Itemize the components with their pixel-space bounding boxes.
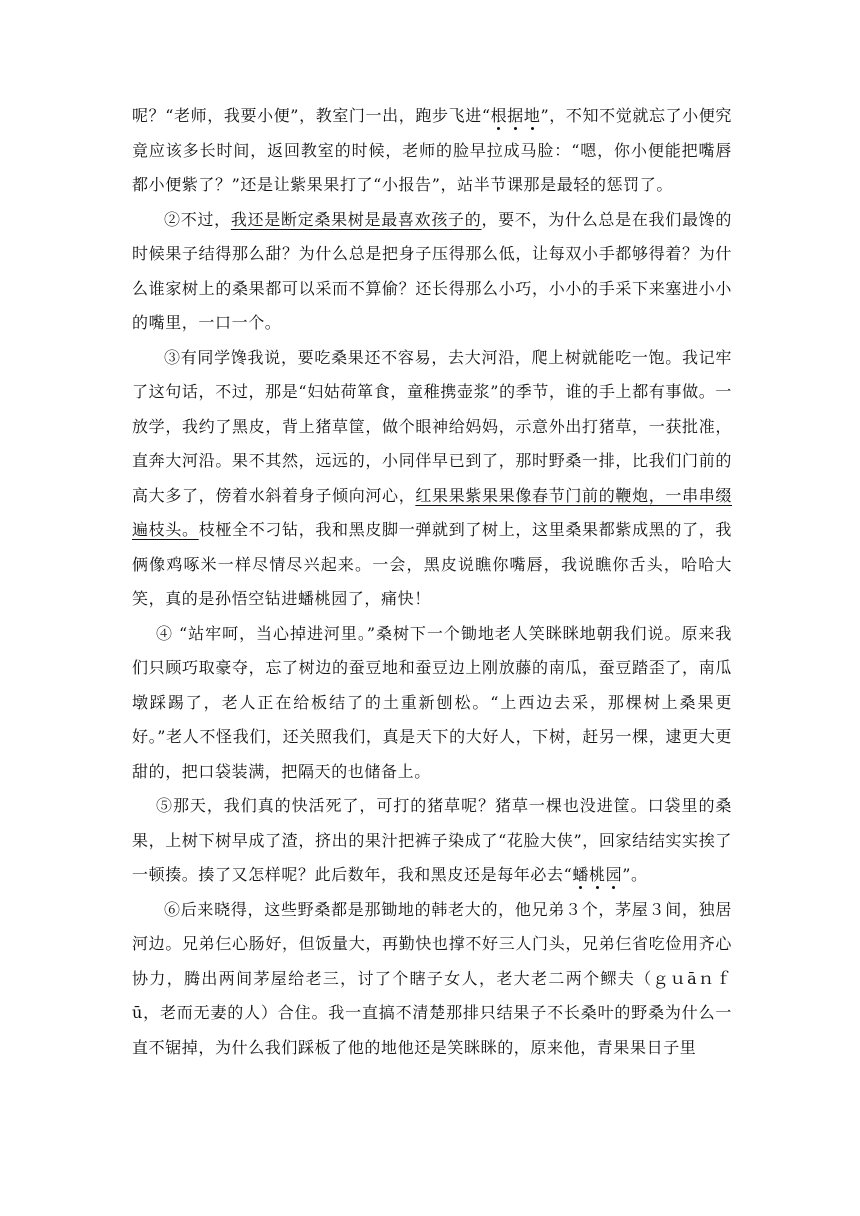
text-span: ④ “站牢呵，当心掉进河里。”桑树下一个锄地老人笑眯眯地朝我们说。原来我们只顾巧取豪夺，忘了树边的蚕豆地和蚕豆边上刚放藤的南瓜，蚕豆踏歪了，南瓜墩踩踢了，老人正在给板结了的土重新刨松。“上西边去采，那棵树上桑果更好。”老人不怪我们，还关照我们，真是天下的大好人，下树，赶另一棵，逮更大更甜的，把口袋装满，把隔天的也储备上。 [132, 623, 732, 781]
document-body [132, 99, 732, 1065]
underlined-sentence: 我还是断定桑果树是最喜欢孩子的 [230, 209, 482, 229]
emphasis-dot-char: 地 [523, 106, 541, 125]
paragraph-continued [132, 99, 732, 203]
text-span: ，要不，为什么总是在我们最馋的时候果子结得那么甜？为什么总是把身子压得那么低，让每双小手都够得着？为什么谁家树上的桑果都可以采而不算偷？还长得那么小巧，小小的手采下来塞进小小的嘴里，一口一个。 [132, 209, 732, 332]
emphasis-dot-char: 据 [507, 106, 524, 125]
text-span: ⑤那天，我们真的快活死了，可打的猪草呢？猪草一棵也没进筐。口袋里的桑果，上树下树早成了渣，挤出的果汁把裤子染成了“花脸大侠”，回家结结实实挨了一顿揍。揍了又怎样呢？此后数年，我和黑皮还是每年必去“ [132, 796, 732, 884]
emphasis-dot-char: 根 [490, 106, 508, 125]
paragraph-6 [132, 893, 732, 1066]
paragraph-3 [132, 341, 732, 617]
text-span: ②不过， [164, 209, 231, 229]
underlined-sentence: 红果果紫果果像春节门前的鞭炮，一串串缀遍枝头。 [132, 485, 733, 539]
paragraph-5 [132, 789, 732, 893]
text-span: ”。 [622, 865, 648, 884]
emphasis-dot-char: 桃 [589, 865, 606, 884]
text-span: ⑥后来晓得，这些野桑都是那锄地的韩老大的，他兄弟３个，茅屋３间，独居河边。兄弟仨心肠好，但饭量大，再勤快也撑不好三人门头，兄弟仨省吃俭用齐心协力，腾出两间茅屋给老三，讨了个瞎子女人，老大老二两个鳏夫（ｇｕāｎｆū，老而无妻的人）合住。我一直搞不清楚那排只结果子不长桑叶的野桑为什么一直不锯掉，为什么我们踩板了他的地他还是笑眯眯的，原来他，青果果日子里 [132, 899, 732, 1057]
text-span: 呢？“老师，我要小便”，教室门一出，跑步飞进“ [132, 106, 491, 125]
paragraph-2 [132, 203, 732, 341]
paragraph-4 [132, 617, 732, 790]
emphasis-dot-char: 园 [605, 865, 623, 884]
text-span: ③有同学馋我说，要吃桑果还不容易，去大河沿，爬上树就能吃一饱。我记牢了这句话，不过，那是“妇姑荷箪食，童稚携壶浆”的季节，谁的手上都有事做。一放学，我约了黑皮，背上猪草筐，做个眼神给妈妈，示意外出打猪草，一获批准，直奔大河沿。果不其然，远远的，小同伴早已到了，那时野桑一排，比我们门前的高大多了，傍着水斜着身子倾向河心， [132, 347, 732, 505]
emphasis-dot-char: 蟠 [572, 865, 589, 884]
text-span: ”，不知不觉就忘了小便究竟应该多长时间，返回教室的时候，老师的脸早拉成马脸：“嗯，你小便能把嘴唇都小便紫了？”还是让紫果果打了“小报告”，站半节课那是最轻的惩罚了。 [132, 106, 732, 194]
text-span: 枝桠全不刁钻，我和黑皮脚一弹就到了树上，这里桑果都紫成黑的了，我俩像鸡啄米一样尽情尽兴起来。一会，黑皮说瞧你嘴唇，我说瞧你舌头，哈哈大笑，真的是孙悟空钻进蟠桃园了，痛快！ [132, 520, 733, 608]
